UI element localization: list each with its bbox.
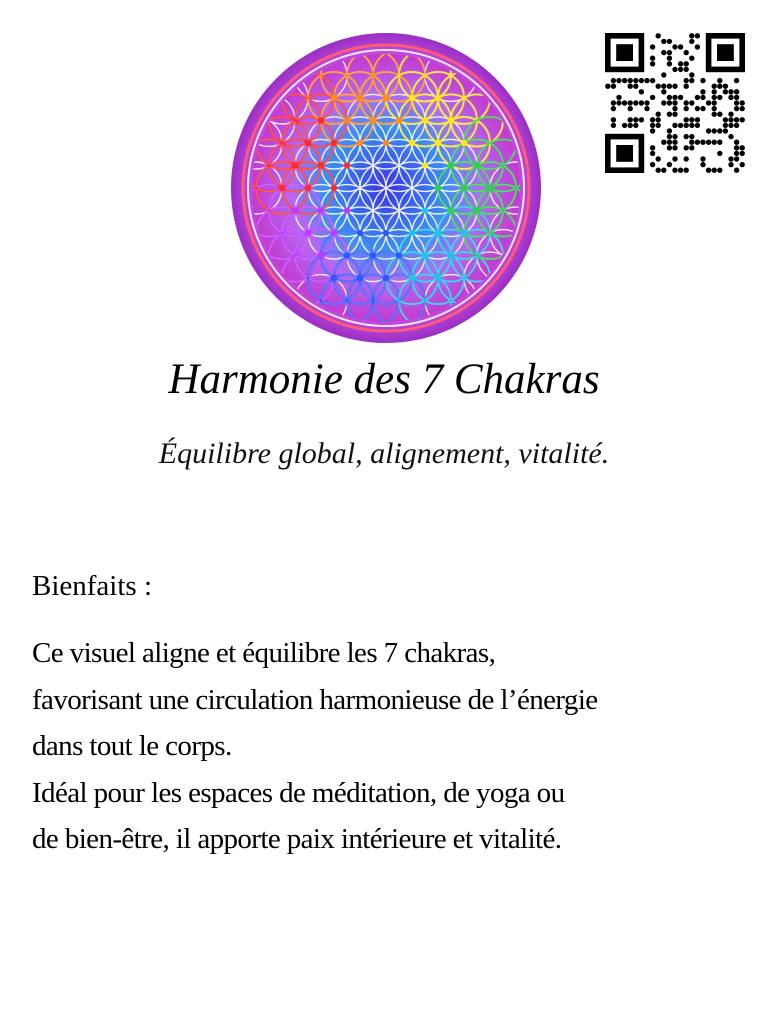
benefits-heading [32,566,152,606]
benefits-label: Bienfaits [32,570,137,602]
flower-of-life-icon [230,32,542,344]
card-title: Harmonie des 7 Chakras [168,356,600,403]
benefits-separator: : [136,570,153,602]
card-subtitle: Équilibre global, alignement, vitalité. [158,437,610,470]
description-line: dans tout le corps. [32,730,232,762]
description-line: Idéal pour les espaces de méditation, de yoga ou [32,776,565,809]
description-line: de bien-être, il apporte paix intérieure et vitalité. [32,823,562,855]
description-line: favorisant une circulation harmonieuse de l’énergie [32,683,598,716]
benefits-description [32,630,752,863]
qr-code-icon [605,33,745,173]
description-line: Ce visuel aligne et équilibre les 7 chakras, [32,637,496,669]
